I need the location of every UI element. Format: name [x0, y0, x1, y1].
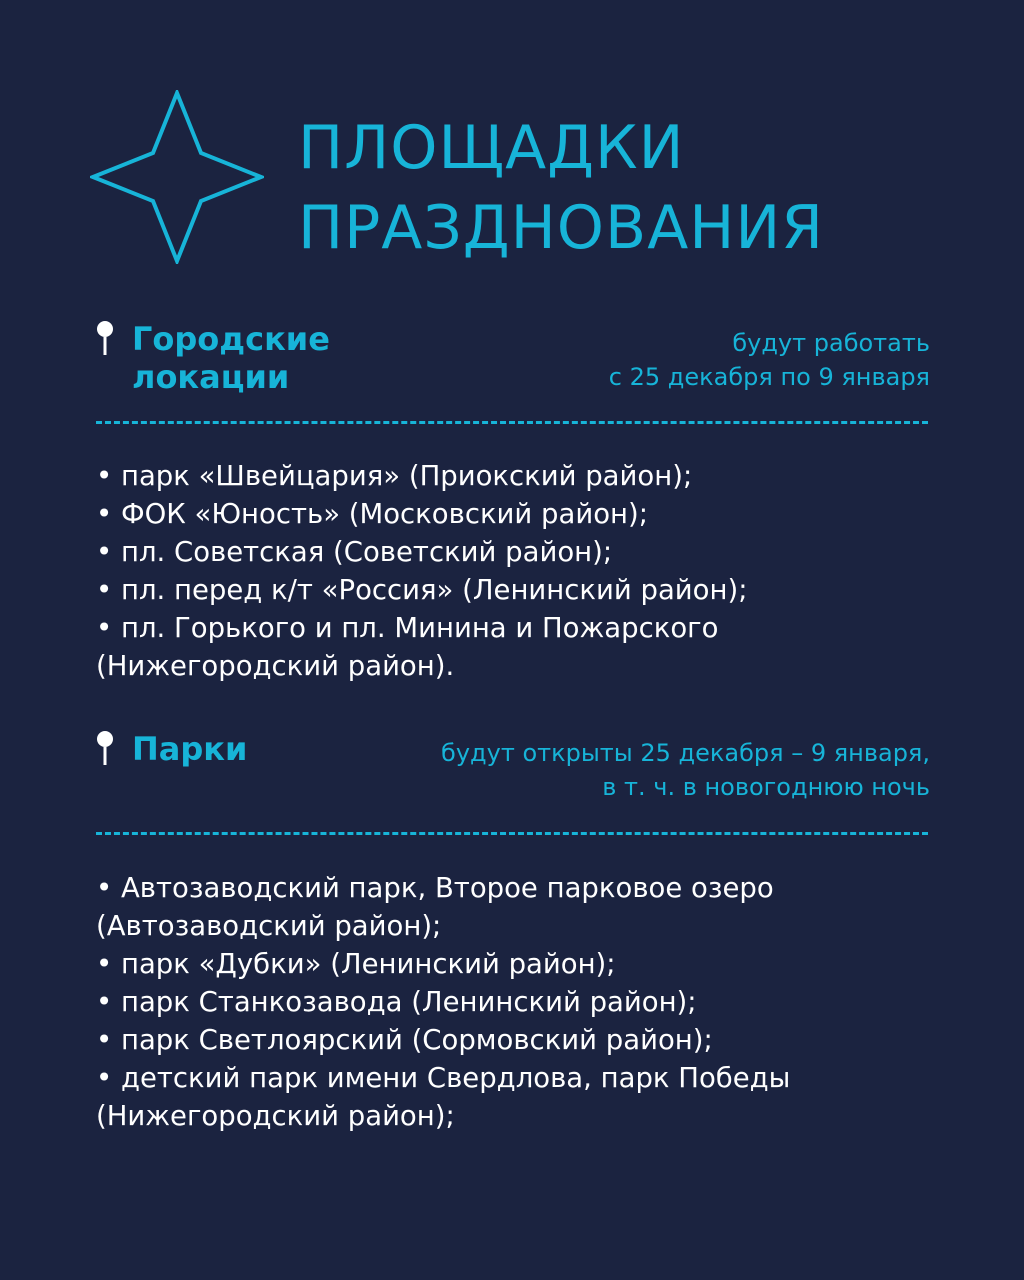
list-item: • парк «Дубки» (Ленинский район); [96, 948, 616, 980]
section-note-line-2: с 25 декабря по 9 января [608, 363, 930, 391]
list-item: • пл. Советская (Советский район); [96, 536, 613, 568]
page-title [298, 108, 998, 268]
section-note-parks [441, 736, 930, 804]
star-icon [90, 90, 264, 264]
section-title-line-2: локации [132, 358, 290, 396]
list-item: • пл. перед к/т «Россия» (Ленинский район); [96, 574, 748, 606]
pin-icon [94, 730, 116, 768]
section-header-city-locations [94, 320, 930, 400]
section-title-parks [132, 730, 247, 768]
section-title-line-1: Парки [132, 730, 248, 768]
pin-icon [94, 320, 116, 358]
list-item: (Нижегородский район). [96, 650, 455, 682]
dashed-divider [96, 421, 928, 424]
list-item: • парк «Швейцария» (Приокский район); [96, 460, 693, 492]
list-item: • ФОК «Юность» (Московский район); [96, 498, 649, 530]
parks-list [96, 869, 956, 1135]
city-locations-list [96, 457, 956, 685]
section-header-parks [94, 730, 930, 806]
list-item: • Автозаводский парк, Второе парковое озеро [96, 872, 774, 904]
list-item: • пл. Горького и пл. Минина и Пожарского [96, 612, 719, 644]
section-note-line-2: в т. ч. в новогоднюю ночь [602, 773, 930, 801]
section-title-line-1: Городские [132, 320, 330, 358]
dashed-divider [96, 832, 928, 835]
list-item: (Нижегородский район); [96, 1100, 455, 1132]
section-title-city-locations [132, 320, 330, 396]
list-item: (Автозаводский район); [96, 910, 442, 942]
section-note-city-locations [609, 326, 930, 394]
list-item: • парк Светлоярский (Сормовский район); [96, 1024, 713, 1056]
list-item: • детский парк имени Свердлова, парк Победы [96, 1062, 791, 1094]
page-title-line-1: ПЛОЩАДКИ [298, 113, 685, 183]
page-title-line-2: ПРАЗДНОВАНИЯ [298, 193, 824, 263]
section-note-line-1: будут работать [732, 329, 930, 357]
section-note-line-1: будут открыты 25 декабря – 9 января, [441, 739, 930, 767]
list-item: • парк Станкозавода (Ленинский район); [96, 986, 697, 1018]
